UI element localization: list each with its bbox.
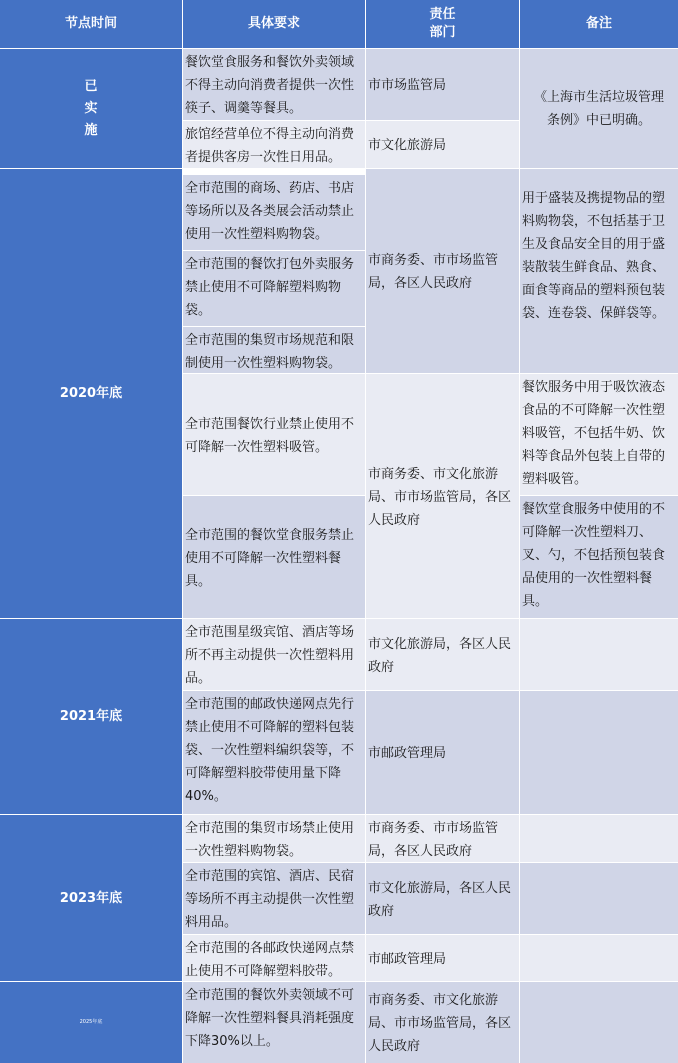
req-row-7: 全市范围的餐饮堂食服务禁止使用不可降解一次性塑料餐具。 bbox=[183, 496, 365, 618]
note-row-12 bbox=[520, 935, 678, 981]
dept-row-12: 市邮政管理局 bbox=[366, 935, 519, 981]
node-implemented: 已 实 施 bbox=[0, 49, 182, 168]
dept-rows-6-7: 市商务委、市文化旅游局、市市场监管局，各区人民政府 bbox=[366, 374, 519, 618]
header-dept: 责任 部门 bbox=[366, 0, 519, 48]
header-requirement: 具体要求 bbox=[183, 0, 365, 48]
req-row-12: 全市范围的各邮政快递网点禁止使用不可降解塑料胶带。 bbox=[183, 935, 365, 981]
req-row-4: 全市范围的餐饮打包外卖服务禁止使用不可降解塑料购物袋。 bbox=[183, 251, 365, 326]
req-row-6: 全市范围餐饮行业禁止使用不可降解一次性塑料吸管。 bbox=[183, 374, 365, 495]
req-row-9: 全市范围的邮政快递网点先行禁止使用不可降解的塑料包装袋、一次性塑料编织袋等，不可降解塑料胶带使用量下降40%。 bbox=[183, 691, 365, 814]
header-note: 备注 bbox=[520, 0, 678, 48]
req-row-3: 全市范围的商场、药店、书店等场所以及各类展会活动禁止使用一次性塑料购物袋。 bbox=[183, 175, 365, 250]
node-2025: 2025年底 bbox=[0, 982, 182, 1063]
req-row-1: 餐饮堂食服务和餐饮外卖领域不得主动向消费者提供一次性筷子、调羹等餐具。 bbox=[183, 49, 365, 120]
dept-row-1: 市市场监管局 bbox=[366, 49, 519, 120]
req-row-2: 旅馆经营单位不得主动向消费者提供客房一次性日用品。 bbox=[183, 121, 365, 168]
req-row-13: 全市范围的餐饮外卖领域不可降解一次性塑料餐具消耗强度下降30%以上。 bbox=[183, 982, 365, 1063]
note-row-10 bbox=[520, 815, 678, 862]
req-row-5: 全市范围的集贸市场规范和限制使用一次性塑料购物袋。 bbox=[183, 327, 365, 373]
req-row-11: 全市范围的宾馆、酒店、民宿等场所不再主动提供一次性塑料用品。 bbox=[183, 863, 365, 934]
note-row-8 bbox=[520, 619, 678, 690]
dept-row-10: 市商务委、市市场监管局，各区人民政府 bbox=[366, 815, 519, 862]
dept-row-2: 市文化旅游局 bbox=[366, 121, 519, 168]
note-row-7: 餐饮堂食服务中使用的不可降解一次性塑料刀、叉、勺，不包括预包装食品使用的一次性塑料餐具。 bbox=[520, 496, 678, 618]
node-2020: 2020年底 bbox=[0, 169, 182, 618]
dept-row-13: 市商务委、市文化旅游局、市市场监管局，各区人民政府 bbox=[366, 982, 519, 1063]
node-2021: 2021年底 bbox=[0, 619, 182, 814]
dept-row-11: 市文化旅游局，各区人民政府 bbox=[366, 863, 519, 934]
note-row-9 bbox=[520, 691, 678, 814]
req-row-8: 全市范围星级宾馆、酒店等场所不再主动提供一次性塑料用品。 bbox=[183, 619, 365, 690]
note-row-6: 餐饮服务中用于吸饮液态食品的不可降解一次性塑料吸管，不包括牛奶、饮料等食品外包装上自带的塑料吸管。 bbox=[520, 374, 678, 495]
note-row-13 bbox=[520, 982, 678, 1063]
dept-row-9: 市邮政管理局 bbox=[366, 691, 519, 814]
note-rows-3-5: 用于盛装及携提物品的塑料购物袋，不包括基于卫生及食品安全目的用于盛装散装生鲜食品、熟食、面食等商品的塑料预包装袋、连卷袋、保鲜袋等。 bbox=[520, 169, 678, 373]
dept-row-8: 市文化旅游局，各区人民政府 bbox=[366, 619, 519, 690]
header-time: 节点时间 bbox=[0, 0, 182, 48]
note-row-11 bbox=[520, 863, 678, 934]
note-rows-1-2: 《上海市生活垃圾管理条例》中已明确。 bbox=[520, 49, 678, 168]
dept-rows-3-5: 市商务委、市市场监管局，各区人民政府 bbox=[366, 169, 519, 373]
req-row-10: 全市范围的集贸市场禁止使用一次性塑料购物袋。 bbox=[183, 815, 365, 862]
node-2023: 2023年底 bbox=[0, 815, 182, 981]
